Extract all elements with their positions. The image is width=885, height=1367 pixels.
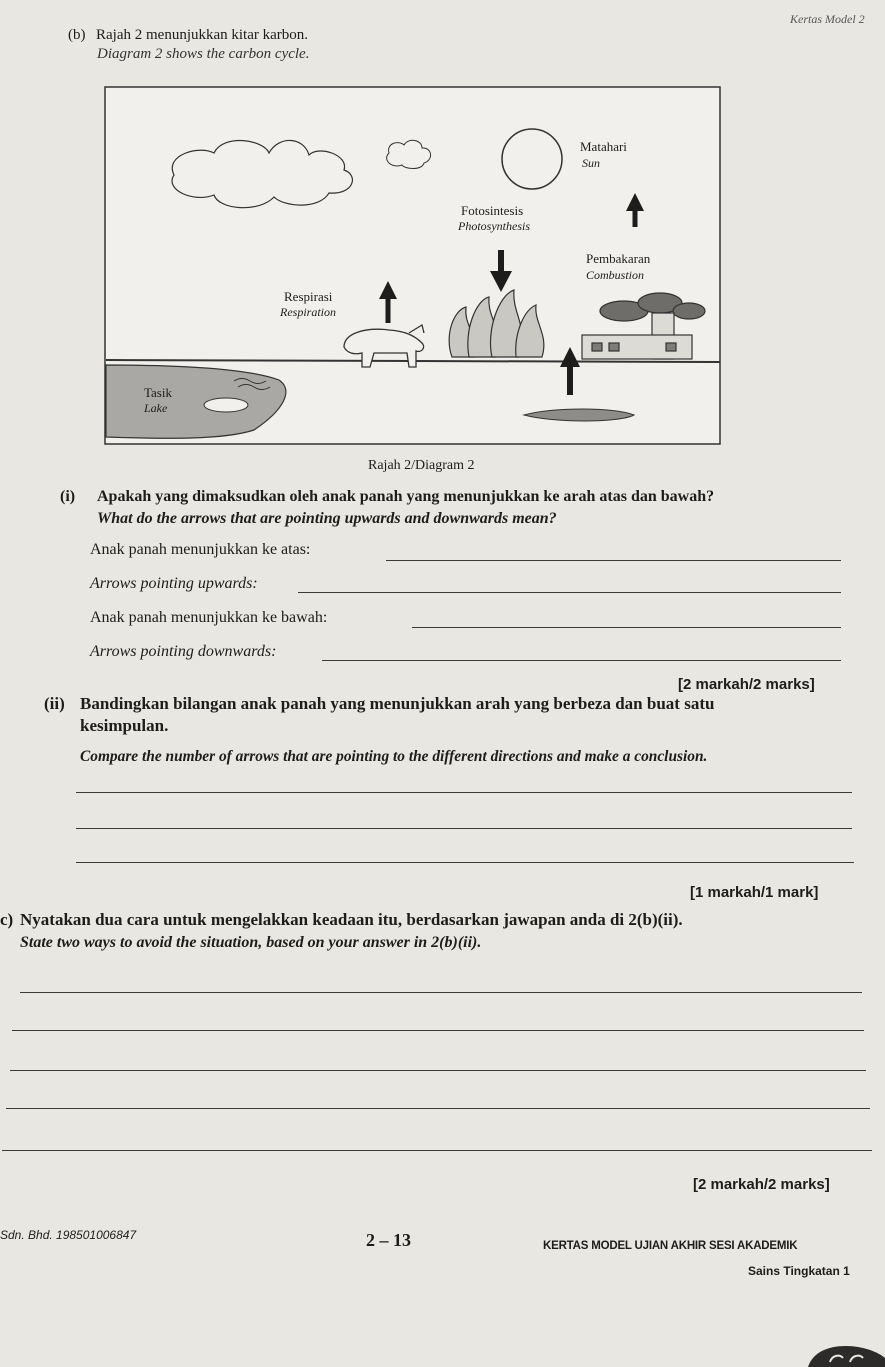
answer-line[interactable]: [76, 792, 852, 793]
lake-shape: [106, 365, 286, 438]
combustion-label-ms: Pembakaran: [586, 251, 651, 266]
q-c-marks: [2 markah/2 marks]: [693, 1176, 830, 1193]
page-number: 2 – 13: [366, 1230, 411, 1250]
lake-label-en: Lake: [144, 401, 168, 415]
q-i-down-label-en: Arrows pointing downwards:: [90, 643, 277, 660]
q-ii-marks: [1 markah/1 mark]: [690, 884, 819, 901]
q-ii-text-ms-line2: kesimpulan.: [80, 716, 169, 735]
corner-decoration: [808, 1340, 885, 1367]
q-ii-text-ms-line1: Bandingkan bilangan anak panah yang menunjukkan arah yang berbeza dan buat satu: [80, 694, 715, 713]
answer-line[interactable]: [2, 1150, 872, 1151]
question-b-text-ms: Rajah 2 menunjukkan kitar karbon.: [96, 27, 309, 43]
sun-label-en: Sun: [582, 156, 600, 170]
q-c-number: c): [0, 910, 14, 929]
q-ii-text-en: Compare the number of arrows that are pointing to the different directions and make a conclusion.: [80, 748, 708, 765]
photosynthesis-label-en: Photosynthesis: [458, 219, 530, 233]
q-c-text-ms: Nyatakan dua cara untuk mengelakkan keadaan itu, berdasarkan jawapan anda di 2(b)(ii).: [20, 910, 683, 929]
sun-icon: [502, 129, 562, 189]
answer-line[interactable]: [322, 660, 841, 661]
q-i-number: (i): [60, 488, 76, 505]
answer-line[interactable]: [12, 1030, 864, 1031]
answer-line[interactable]: [10, 1070, 866, 1071]
q-ii-number: (ii): [44, 694, 65, 713]
question-b-text-en: Diagram 2 shows the carbon cycle.: [97, 46, 310, 62]
diagram-caption: Rajah 2/Diagram 2: [368, 458, 475, 473]
photosynthesis-label-ms: Fotosintesis: [461, 203, 524, 218]
q-c-text-en: State two ways to avoid the situation, based on your answer in 2(b)(ii).: [20, 934, 482, 951]
footer-publisher: Sdn. Bhd. 198501006847: [0, 1228, 137, 1242]
answer-line[interactable]: [412, 627, 841, 628]
q-i-text-ms: Apakah yang dimaksudkan oleh anak panah yang menunjukkan ke arah atas dan bawah?: [97, 488, 715, 505]
q-i-up-label-en: Arrows pointing upwards:: [90, 575, 258, 592]
carbon-cycle-diagram: [104, 85, 722, 447]
footer-subject: Sains Tingkatan 1: [748, 1264, 850, 1278]
question-b-label: (b): [68, 27, 86, 43]
footer-series-title: KERTAS MODEL UJIAN AKHIR SESI AKADEMIK: [543, 1240, 798, 1252]
answer-line[interactable]: [76, 862, 854, 863]
answer-line[interactable]: [386, 560, 841, 561]
combustion-label-en: Combustion: [586, 268, 645, 282]
q-i-down-label-ms: Anak panah menunjukkan ke bawah:: [90, 609, 328, 626]
answer-line[interactable]: [298, 592, 841, 593]
answer-line[interactable]: [6, 1108, 870, 1109]
sun-label-ms: Matahari: [580, 139, 627, 154]
q-i-up-label-ms: Anak panah menunjukkan ke atas:: [90, 541, 311, 558]
respiration-label-ms: Respirasi: [284, 289, 333, 304]
answer-line[interactable]: [76, 828, 852, 829]
corner-label: Kertas Model 2: [790, 12, 865, 26]
q-i-text-en: What do the arrows that are pointing upwards and downwards mean?: [97, 510, 557, 527]
lake-island-icon: [204, 398, 248, 412]
lake-label-ms: Tasik: [144, 385, 172, 400]
respiration-label-en: Respiration: [280, 305, 336, 319]
answer-line[interactable]: [20, 992, 862, 993]
q-i-marks: [2 markah/2 marks]: [678, 676, 815, 693]
